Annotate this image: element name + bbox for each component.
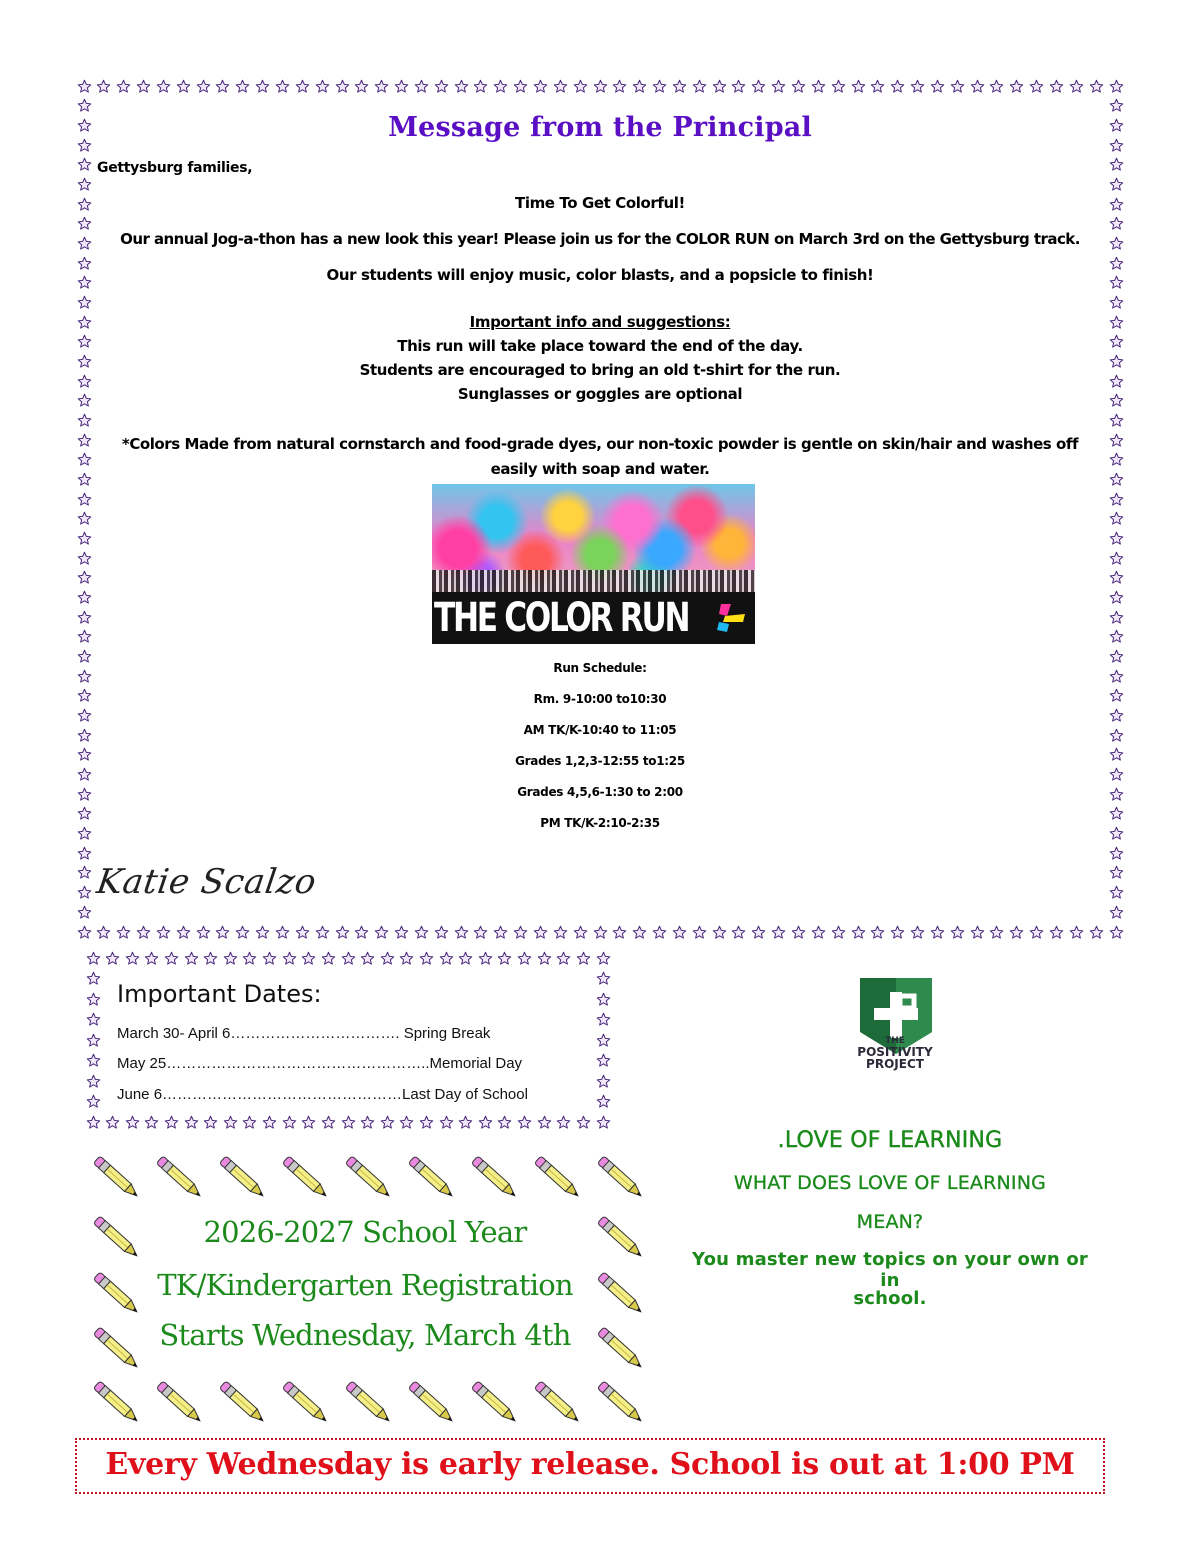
star-icon bbox=[439, 1115, 454, 1130]
star-icon bbox=[144, 951, 159, 966]
schedule-item: Grades 1,2,3-12:55 to1:25 bbox=[515, 754, 685, 768]
pencil-icon bbox=[88, 1150, 144, 1204]
star-icon bbox=[596, 1053, 611, 1068]
pencil-icon bbox=[151, 1150, 207, 1204]
star-icon bbox=[86, 1115, 101, 1130]
star-icon bbox=[1109, 925, 1124, 940]
star-icon bbox=[533, 79, 548, 94]
star-icon bbox=[354, 79, 369, 94]
registration-line: Starts Wednesday, March 4th bbox=[159, 1318, 571, 1352]
star-icon bbox=[576, 951, 591, 966]
date-row: March 30- April 6……………………………. Spring Break bbox=[117, 1025, 491, 1042]
star-icon bbox=[1109, 177, 1124, 192]
star-icon bbox=[573, 925, 588, 940]
star-icon bbox=[77, 472, 92, 487]
star-icon bbox=[414, 79, 429, 94]
star-icon bbox=[262, 951, 277, 966]
star-icon bbox=[1009, 925, 1024, 940]
star-icon bbox=[791, 79, 806, 94]
star-icon bbox=[970, 925, 985, 940]
star-icon bbox=[751, 925, 766, 940]
important-dates-title: Important Dates: bbox=[117, 980, 322, 1008]
info-item: Sunglasses or goggles are optional bbox=[457, 385, 743, 403]
star-icon bbox=[215, 79, 230, 94]
info-heading: Important info and suggestions: bbox=[469, 313, 731, 331]
star-icon bbox=[1049, 925, 1064, 940]
star-icon bbox=[439, 951, 454, 966]
star-icon bbox=[77, 79, 92, 94]
star-icon bbox=[144, 1115, 159, 1130]
star-icon bbox=[851, 79, 866, 94]
star-icon bbox=[86, 951, 101, 966]
star-icon bbox=[374, 925, 389, 940]
star-icon bbox=[692, 79, 707, 94]
star-icon bbox=[1089, 79, 1104, 94]
star-icon bbox=[596, 1074, 611, 1089]
pencil-icon bbox=[88, 1321, 144, 1375]
star-icon bbox=[223, 1115, 238, 1130]
star-icon bbox=[1109, 472, 1124, 487]
star-icon bbox=[1109, 846, 1124, 861]
star-icon bbox=[156, 925, 171, 940]
schedule-item: Rm. 9-10:00 to10:30 bbox=[533, 692, 667, 706]
star-icon bbox=[1029, 79, 1044, 94]
star-icon bbox=[275, 925, 290, 940]
star-icon bbox=[517, 1115, 532, 1130]
star-icon bbox=[1109, 629, 1124, 644]
star-icon bbox=[672, 925, 687, 940]
star-icon bbox=[1109, 492, 1124, 507]
info-item: Students are encouraged to bring an old t-shirt for the run. bbox=[359, 361, 841, 379]
star-icon bbox=[771, 925, 786, 940]
star-icon bbox=[96, 925, 111, 940]
pencil-icon bbox=[88, 1375, 144, 1429]
star-icon bbox=[86, 1074, 101, 1089]
star-icon bbox=[458, 1115, 473, 1130]
star-icon bbox=[203, 1115, 218, 1130]
star-icon bbox=[360, 1115, 375, 1130]
star-icon bbox=[77, 905, 92, 920]
star-icon bbox=[556, 1115, 571, 1130]
star-icon bbox=[282, 951, 297, 966]
positivity-logo-line: THE bbox=[885, 1036, 905, 1046]
pencil-icon bbox=[88, 1210, 144, 1264]
star-icon bbox=[454, 925, 469, 940]
star-icon bbox=[771, 79, 786, 94]
pencil-icon bbox=[529, 1150, 585, 1204]
love-of-learning-answer: school. bbox=[853, 1288, 927, 1309]
star-icon bbox=[573, 79, 588, 94]
star-icon bbox=[497, 1115, 512, 1130]
star-icon bbox=[1109, 511, 1124, 526]
star-icon bbox=[86, 1053, 101, 1068]
early-release-text: Every Wednesday is early release. School is out at 1:00 PM bbox=[105, 1447, 1075, 1482]
star-icon bbox=[164, 951, 179, 966]
star-icon bbox=[692, 925, 707, 940]
star-icon bbox=[1109, 98, 1124, 113]
star-icon bbox=[394, 925, 409, 940]
star-icon bbox=[632, 79, 647, 94]
star-icon bbox=[77, 767, 92, 782]
star-icon bbox=[870, 79, 885, 94]
star-icon bbox=[593, 79, 608, 94]
pencil-icon bbox=[466, 1150, 522, 1204]
pencil-icon bbox=[277, 1150, 333, 1204]
star-icon bbox=[1109, 433, 1124, 448]
star-icon bbox=[77, 846, 92, 861]
star-icon bbox=[176, 79, 191, 94]
star-icon bbox=[831, 79, 846, 94]
star-icon bbox=[77, 98, 92, 113]
star-icon bbox=[184, 951, 199, 966]
star-icon bbox=[989, 79, 1004, 94]
headline: Time To Get Colorful! bbox=[515, 194, 685, 212]
principal-title: Message from the Principal bbox=[388, 112, 812, 143]
star-icon bbox=[136, 79, 151, 94]
star-icon bbox=[86, 1033, 101, 1048]
star-icon bbox=[1089, 925, 1104, 940]
star-icon bbox=[1029, 925, 1044, 940]
star-icon bbox=[434, 925, 449, 940]
paragraph-2: Our students will enjoy music, color blasts, and a popsicle to finish! bbox=[326, 266, 874, 284]
star-icon bbox=[1109, 905, 1124, 920]
colors-note: *Colors Made from natural cornstarch and food-grade dyes, our non-toxic powder is gentle on skin/hair and washes off easily with soap and water. bbox=[121, 435, 1079, 478]
star-icon bbox=[1109, 452, 1124, 467]
star-icon bbox=[851, 925, 866, 940]
runner-crowd bbox=[432, 570, 755, 592]
star-icon bbox=[593, 925, 608, 940]
star-icon bbox=[77, 885, 92, 900]
star-icon bbox=[77, 531, 92, 546]
positivity-logo-line: PROJECT bbox=[866, 1057, 924, 1071]
star-icon bbox=[301, 951, 316, 966]
star-icon bbox=[1109, 216, 1124, 231]
star-icon bbox=[77, 433, 92, 448]
star-icon bbox=[556, 951, 571, 966]
pencil-icon bbox=[403, 1375, 459, 1429]
star-icon bbox=[513, 925, 528, 940]
star-icon bbox=[77, 610, 92, 625]
star-icon bbox=[136, 925, 151, 940]
star-icon bbox=[354, 925, 369, 940]
info-item: This run will take place toward the end of the day. bbox=[397, 337, 803, 355]
pencil-icon bbox=[340, 1375, 396, 1429]
star-icon bbox=[596, 1033, 611, 1048]
star-icon bbox=[414, 925, 429, 940]
star-icon bbox=[399, 1115, 414, 1130]
star-icon bbox=[493, 79, 508, 94]
star-icon bbox=[1069, 925, 1084, 940]
star-icon bbox=[235, 925, 250, 940]
star-icon bbox=[77, 177, 92, 192]
star-icon bbox=[360, 951, 375, 966]
star-icon bbox=[596, 971, 611, 986]
star-icon bbox=[116, 925, 131, 940]
star-icon bbox=[125, 1115, 140, 1130]
star-icon bbox=[478, 951, 493, 966]
date-row: May 25……………………………………………..Memorial Day bbox=[117, 1055, 523, 1072]
star-icon bbox=[255, 79, 270, 94]
star-icon bbox=[105, 1115, 120, 1130]
star-icon bbox=[612, 79, 627, 94]
star-icon bbox=[86, 1094, 101, 1109]
star-icon bbox=[731, 79, 746, 94]
registration-line: TK/Kindergarten Registration bbox=[157, 1268, 573, 1302]
star-icon bbox=[731, 925, 746, 940]
love-of-learning-question: WHAT DOES LOVE OF LEARNING bbox=[733, 1172, 1047, 1194]
star-icon bbox=[493, 925, 508, 940]
pencil-icon bbox=[592, 1321, 648, 1375]
star-icon bbox=[235, 79, 250, 94]
star-icon bbox=[223, 951, 238, 966]
star-icon bbox=[184, 1115, 199, 1130]
star-icon bbox=[811, 79, 826, 94]
star-icon bbox=[394, 79, 409, 94]
star-icon bbox=[454, 79, 469, 94]
star-icon bbox=[295, 925, 310, 940]
star-icon bbox=[77, 925, 92, 940]
star-icon bbox=[1109, 531, 1124, 546]
star-icon bbox=[419, 1115, 434, 1130]
star-icon bbox=[1109, 590, 1124, 605]
star-icon bbox=[105, 951, 120, 966]
star-icon bbox=[632, 925, 647, 940]
star-icon bbox=[301, 1115, 316, 1130]
paragraph-1: Our annual Jog-a-thon has a new look this year! Please join us for the COLOR RUN on March 3rd on the Gettysburg track. bbox=[120, 230, 1080, 248]
star-icon bbox=[196, 79, 211, 94]
schedule-item: AM TK/K-10:40 to 11:05 bbox=[523, 723, 677, 737]
star-icon bbox=[751, 79, 766, 94]
star-icon bbox=[1069, 79, 1084, 94]
positivity-logo-line: POSITIVITY bbox=[857, 1045, 933, 1059]
pencil-icon bbox=[466, 1375, 522, 1429]
registration-line: 2026-2027 School Year bbox=[203, 1215, 527, 1249]
star-icon bbox=[712, 79, 727, 94]
star-icon bbox=[335, 925, 350, 940]
star-icon bbox=[652, 925, 667, 940]
star-icon bbox=[374, 79, 389, 94]
star-icon bbox=[672, 79, 687, 94]
star-icon bbox=[164, 1115, 179, 1130]
star-icon bbox=[1109, 708, 1124, 723]
star-icon bbox=[553, 79, 568, 94]
star-icon bbox=[77, 452, 92, 467]
star-icon bbox=[399, 951, 414, 966]
star-icon bbox=[458, 951, 473, 966]
star-icon bbox=[596, 1012, 611, 1027]
star-icon bbox=[321, 1115, 336, 1130]
star-icon bbox=[315, 79, 330, 94]
star-icon bbox=[125, 951, 140, 966]
schedule-heading: Run Schedule: bbox=[553, 661, 647, 675]
pencil-icon bbox=[151, 1375, 207, 1429]
star-icon bbox=[156, 79, 171, 94]
star-icon bbox=[473, 79, 488, 94]
star-icon bbox=[335, 79, 350, 94]
star-icon bbox=[1109, 885, 1124, 900]
star-icon bbox=[1109, 79, 1124, 94]
love-of-learning-answer: You master new topics on your own or in bbox=[691, 1249, 1089, 1291]
color-run-logo-text: THE COLOR RUN bbox=[434, 595, 689, 641]
star-icon bbox=[791, 925, 806, 940]
star-icon bbox=[262, 1115, 277, 1130]
star-icon bbox=[176, 925, 191, 940]
star-icon bbox=[533, 925, 548, 940]
date-row: June 6…………………………………………Last Day of School bbox=[117, 1086, 528, 1103]
star-icon bbox=[215, 925, 230, 940]
star-icon bbox=[77, 708, 92, 723]
pencil-icon bbox=[592, 1210, 648, 1264]
pencil-icon bbox=[529, 1375, 585, 1429]
star-icon bbox=[1109, 295, 1124, 310]
pencil-icon bbox=[277, 1375, 333, 1429]
star-icon bbox=[295, 79, 310, 94]
star-icon bbox=[77, 413, 92, 428]
pencil-icon bbox=[340, 1150, 396, 1204]
star-icon bbox=[86, 992, 101, 1007]
star-icon bbox=[473, 925, 488, 940]
star-icon bbox=[576, 1115, 591, 1130]
star-icon bbox=[1109, 157, 1124, 172]
star-icon bbox=[950, 925, 965, 940]
star-icon bbox=[321, 951, 336, 966]
star-icon bbox=[890, 925, 905, 940]
star-icon bbox=[910, 79, 925, 94]
pencil-icon bbox=[592, 1375, 648, 1429]
star-icon bbox=[1109, 551, 1124, 566]
star-icon bbox=[275, 79, 290, 94]
color-run-image bbox=[432, 484, 755, 644]
star-icon bbox=[380, 951, 395, 966]
star-icon bbox=[652, 79, 667, 94]
star-icon bbox=[831, 925, 846, 940]
star-icon bbox=[478, 1115, 493, 1130]
star-icon bbox=[77, 570, 92, 585]
star-icon bbox=[341, 1115, 356, 1130]
star-icon bbox=[930, 79, 945, 94]
star-icon bbox=[537, 951, 552, 966]
star-icon bbox=[255, 925, 270, 940]
star-icon bbox=[77, 511, 92, 526]
star-icon bbox=[77, 157, 92, 172]
star-icon bbox=[86, 971, 101, 986]
pencil-icon bbox=[592, 1150, 648, 1204]
star-icon bbox=[596, 1094, 611, 1109]
star-icon bbox=[196, 925, 211, 940]
star-icon bbox=[1109, 865, 1124, 880]
color-run-mark-icon bbox=[715, 602, 747, 634]
star-icon bbox=[315, 925, 330, 940]
star-icon bbox=[1109, 570, 1124, 585]
star-icon bbox=[1109, 767, 1124, 782]
star-icon bbox=[1049, 79, 1064, 94]
star-icon bbox=[890, 79, 905, 94]
star-icon bbox=[553, 925, 568, 940]
star-icon bbox=[434, 79, 449, 94]
star-icon bbox=[870, 925, 885, 940]
star-icon bbox=[596, 951, 611, 966]
principal-signature: Katie Scalzo bbox=[94, 862, 319, 902]
star-icon bbox=[1009, 79, 1024, 94]
star-icon bbox=[970, 79, 985, 94]
love-of-learning-title: .LOVE OF LEARNING bbox=[777, 1128, 1003, 1153]
star-icon bbox=[989, 925, 1004, 940]
star-icon bbox=[77, 492, 92, 507]
star-icon bbox=[242, 1115, 257, 1130]
star-icon bbox=[116, 79, 131, 94]
star-icon bbox=[77, 629, 92, 644]
star-icon bbox=[811, 925, 826, 940]
star-icon bbox=[950, 79, 965, 94]
schedule-item: PM TK/K-2:10-2:35 bbox=[540, 816, 660, 830]
love-of-learning-question: MEAN? bbox=[856, 1211, 924, 1233]
star-icon bbox=[77, 865, 92, 880]
star-icon bbox=[203, 951, 218, 966]
schedule-item: Grades 4,5,6-1:30 to 2:00 bbox=[517, 785, 683, 799]
star-icon bbox=[282, 1115, 297, 1130]
pencil-icon bbox=[214, 1150, 270, 1204]
star-icon bbox=[77, 216, 92, 231]
star-icon bbox=[341, 951, 356, 966]
pencil-icon bbox=[403, 1150, 459, 1204]
star-icon bbox=[712, 925, 727, 940]
star-icon bbox=[86, 1012, 101, 1027]
star-icon bbox=[380, 1115, 395, 1130]
star-icon bbox=[612, 925, 627, 940]
star-icon bbox=[1109, 413, 1124, 428]
star-icon bbox=[242, 951, 257, 966]
star-icon bbox=[96, 79, 111, 94]
star-icon bbox=[537, 1115, 552, 1130]
star-icon bbox=[77, 590, 92, 605]
pencil-icon bbox=[214, 1375, 270, 1429]
star-icon bbox=[910, 925, 925, 940]
star-icon bbox=[497, 951, 512, 966]
star-icon bbox=[1109, 610, 1124, 625]
star-icon bbox=[77, 295, 92, 310]
star-icon bbox=[419, 951, 434, 966]
star-icon bbox=[513, 79, 528, 94]
greeting: Gettysburg families, bbox=[97, 160, 253, 176]
star-icon bbox=[930, 925, 945, 940]
star-icon bbox=[596, 992, 611, 1007]
star-icon bbox=[77, 551, 92, 566]
star-icon bbox=[517, 951, 532, 966]
star-icon bbox=[596, 1115, 611, 1130]
